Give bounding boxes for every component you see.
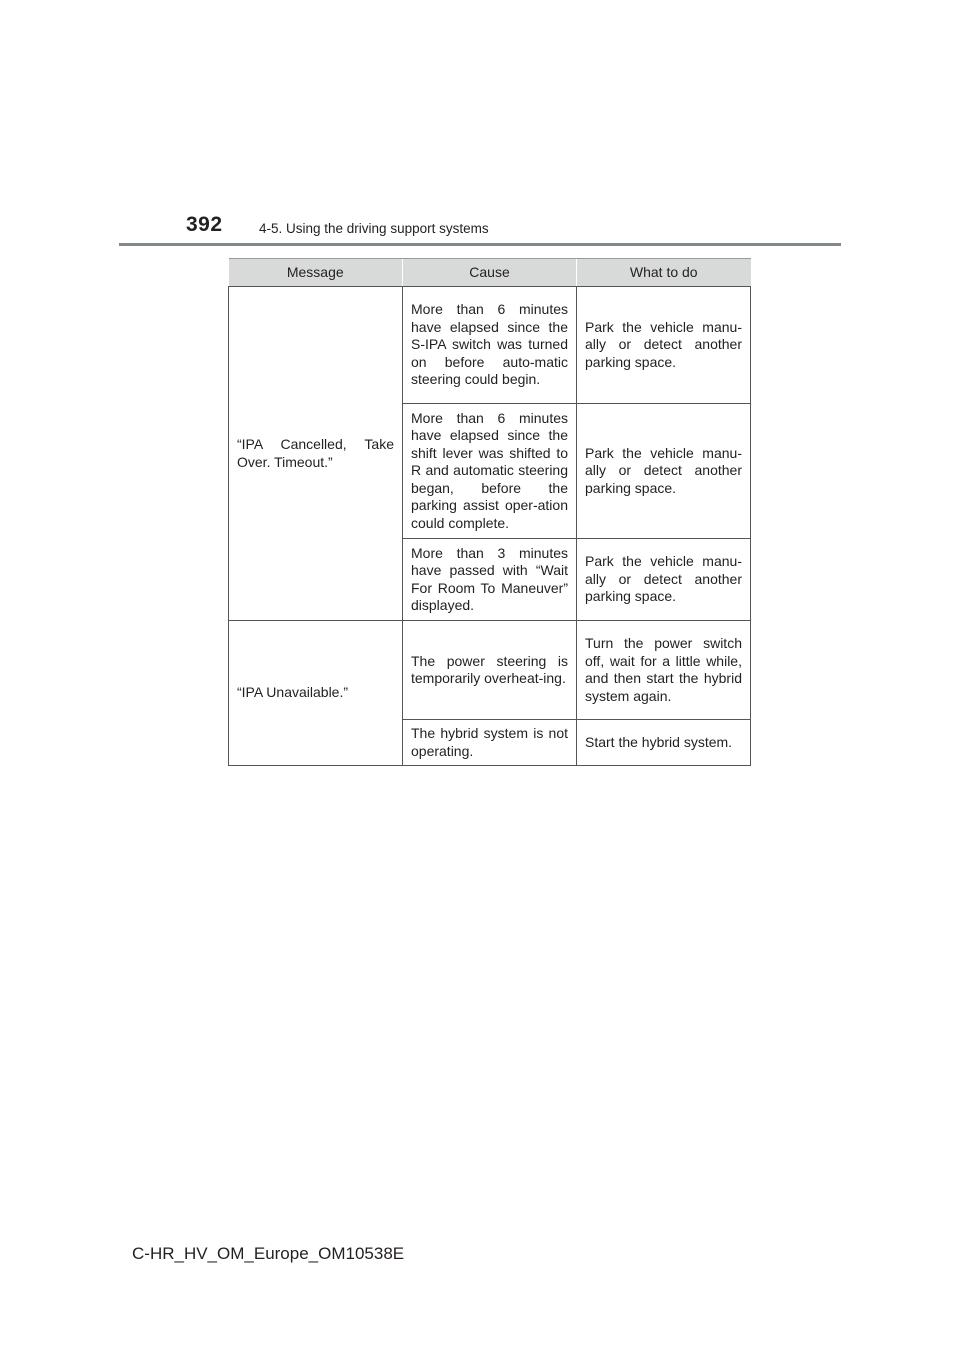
document-code: C-HR_HV_OM_Europe_OM10538E xyxy=(132,1244,405,1263)
table-row xyxy=(229,287,751,404)
page-number: 392 xyxy=(186,213,223,236)
cause-cell: More than 6 minutes have elapsed since the shift lever was shifted to R and automatic steering began, before the parking assist oper-ation could complete. xyxy=(403,404,577,539)
message-cell: “IPA Unavailable.” xyxy=(229,621,403,766)
action-cell: Park the vehicle manu-ally or detect another parking space. xyxy=(577,404,751,539)
table-header-row xyxy=(229,259,751,287)
message-cell: “IPA Cancelled, Take Over. Timeout.” xyxy=(229,287,403,621)
action-cell: Start the hybrid system. xyxy=(577,720,751,766)
action-cell: Park the vehicle manu-ally or detect another parking space. xyxy=(577,539,751,621)
column-header-what-to-do: What to do xyxy=(577,259,751,287)
header-divider xyxy=(119,243,841,246)
action-cell: Park the vehicle manu-ally or detect another parking space. xyxy=(577,287,751,404)
cause-cell: The hybrid system is not operating. xyxy=(403,720,577,766)
cause-cell: More than 3 minutes have passed with “Wait For Room To Maneuver” displayed. xyxy=(403,539,577,621)
message-table xyxy=(228,258,751,766)
cause-cell: More than 6 minutes have elapsed since the S-IPA switch was turned on before auto-matic steering could begin. xyxy=(403,287,577,404)
column-header-cause: Cause xyxy=(403,259,577,287)
cause-cell: The power steering is temporarily overheat-ing. xyxy=(403,621,577,720)
table-row xyxy=(229,621,751,720)
section-title: 4-5. Using the driving support systems xyxy=(259,221,489,236)
action-cell: Turn the power switch off, wait for a little while, and then start the hybrid system again. xyxy=(577,621,751,720)
column-header-message: Message xyxy=(229,259,403,287)
